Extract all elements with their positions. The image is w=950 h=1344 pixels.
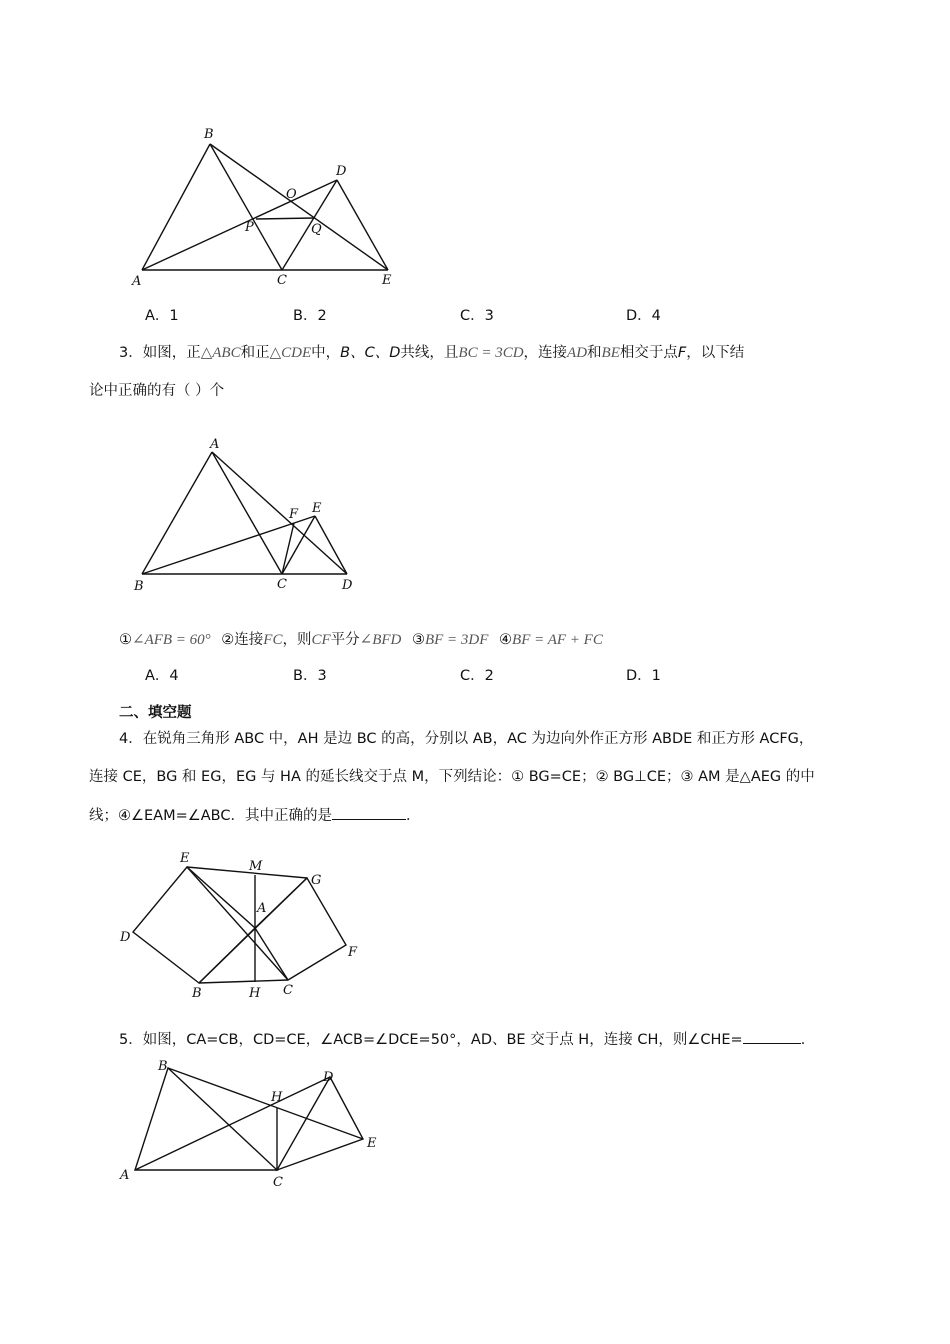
q4-label-a: A xyxy=(257,901,267,916)
q3-text: ，以下结 xyxy=(686,345,745,361)
q4-label-c: C xyxy=(283,983,293,998)
q3-option-b[interactable]: B．3 xyxy=(293,668,327,684)
q4-line2: 连接 CE，BG 和 EG，EG 与 HA 的延长线交于点 M，下列结论：① BG=CE；② BG⊥CE；③ AM 是△AEG 的中 xyxy=(89,769,815,785)
q3-stmt3: BF = 3DF xyxy=(424,632,489,648)
q4-label-f: F xyxy=(348,945,358,960)
q4-label-g: G xyxy=(311,873,322,888)
q4-label-h: H xyxy=(249,986,261,1001)
q3-label-d: D xyxy=(342,578,353,593)
q3-label-e: E xyxy=(312,501,322,516)
q3-triangle-abc: △ABC xyxy=(200,345,241,361)
q3-figure xyxy=(125,435,370,595)
q2-option-a[interactable]: A．1 xyxy=(145,308,179,324)
q4-label-d: D xyxy=(120,930,131,945)
q2-label-o: O xyxy=(286,187,297,202)
q3-stmt1: ∠AFB = 60° xyxy=(132,632,211,648)
q3-text: 如图，正 xyxy=(142,345,201,361)
q4-line3-text: 线；④∠EAM=∠ABC．其中正确的是 xyxy=(89,808,332,824)
q2-label-d: D xyxy=(336,164,347,179)
q3-option-d[interactable]: D．1 xyxy=(626,668,661,684)
q4-label-e: E xyxy=(180,851,190,866)
q2-label-p: P xyxy=(245,220,254,235)
q3-number: 3． xyxy=(119,345,143,361)
q3-stmt2-angle: ∠BFD xyxy=(359,632,402,648)
q2-label-b: B xyxy=(204,127,214,142)
q2-figure xyxy=(120,120,410,295)
q3-option-c[interactable]: C．2 xyxy=(460,668,494,684)
q3-question-line2: 论中正确的有（ ）个 xyxy=(89,383,225,399)
q5-label-a: A xyxy=(120,1168,130,1183)
q3-segment-be: BE xyxy=(601,345,620,361)
q3-label-a: A xyxy=(210,437,220,452)
q5-label-d: D xyxy=(323,1070,334,1085)
q2-label-a: A xyxy=(132,274,142,289)
q2-option-d[interactable]: D．4 xyxy=(626,308,661,324)
q3-stmt2-fc: FC xyxy=(263,632,283,648)
q3-text: 和 xyxy=(587,345,602,361)
q2-label-e: E xyxy=(382,273,392,288)
q5-answer-blank[interactable] xyxy=(743,1029,801,1044)
q3-statements xyxy=(119,630,603,650)
q3-stmt2-then: ，则 xyxy=(282,632,312,648)
q3-label-b: B xyxy=(134,579,144,594)
q4-line3 xyxy=(89,805,420,826)
q3-stmt2-bisect: 平分 xyxy=(330,632,360,648)
q3-triangle-cde: △CDE xyxy=(269,345,312,361)
q5-figure xyxy=(115,1055,390,1190)
q3-text: ，连接 xyxy=(523,345,568,361)
q3-stmt3-num: ③ xyxy=(411,632,425,648)
q3-text: 中， xyxy=(311,345,341,361)
q3-point-f: F xyxy=(677,345,687,361)
q3-option-a[interactable]: A．4 xyxy=(145,668,179,684)
q5-label-c: C xyxy=(273,1175,283,1190)
q2-label-c: C xyxy=(277,273,287,288)
q5-line1 xyxy=(119,1029,815,1050)
q5-text: 5．如图，CA=CB，CD=CE，∠ACB=∠DCE=50°，AD、BE 交于点 H，连接 CH，则∠CHE= xyxy=(119,1032,743,1048)
q3-text: 相交于点 xyxy=(619,345,678,361)
q3-stmt1-num: ① xyxy=(119,632,132,648)
q4-label-b: B xyxy=(192,986,202,1001)
q3-stmt2-num: ②连接 xyxy=(221,632,264,648)
q2-option-b[interactable]: B．2 xyxy=(293,308,327,324)
q3-label-c: C xyxy=(277,577,287,592)
q3-question-line1 xyxy=(119,343,744,363)
q2-label-q: Q xyxy=(311,222,322,237)
q3-collinear-points: B、C、D xyxy=(340,345,401,361)
q4-line3-end: ． xyxy=(405,808,421,824)
q3-stmt4-num: ④ xyxy=(499,632,513,648)
section-title: 二、填空题 xyxy=(119,705,192,721)
q3-text: 共线，且 xyxy=(400,345,459,361)
q5-end: ． xyxy=(800,1032,816,1048)
q4-label-m: M xyxy=(249,859,263,874)
q3-stmt2-cf: CF xyxy=(311,632,331,648)
q4-line1: 4．在锐角三角形 ABC 中，AH 是边 BC 的高，分别以 AB，AC 为边向外作正方形 ABDE 和正方形 ACFG， xyxy=(119,731,814,747)
q3-label-f: F xyxy=(289,507,299,522)
q3-text: 和正 xyxy=(240,345,270,361)
q5-label-h: H xyxy=(271,1090,283,1105)
q5-label-b: B xyxy=(158,1059,168,1074)
q4-answer-blank[interactable] xyxy=(332,805,406,820)
q5-label-e: E xyxy=(367,1136,377,1151)
q4-figure xyxy=(110,850,370,1005)
q3-stmt4: BF = AF + FC xyxy=(512,632,603,648)
q3-segment-ad: AD xyxy=(567,345,588,361)
q2-option-c[interactable]: C．3 xyxy=(460,308,494,324)
q3-condition: BC = 3CD xyxy=(458,345,524,361)
